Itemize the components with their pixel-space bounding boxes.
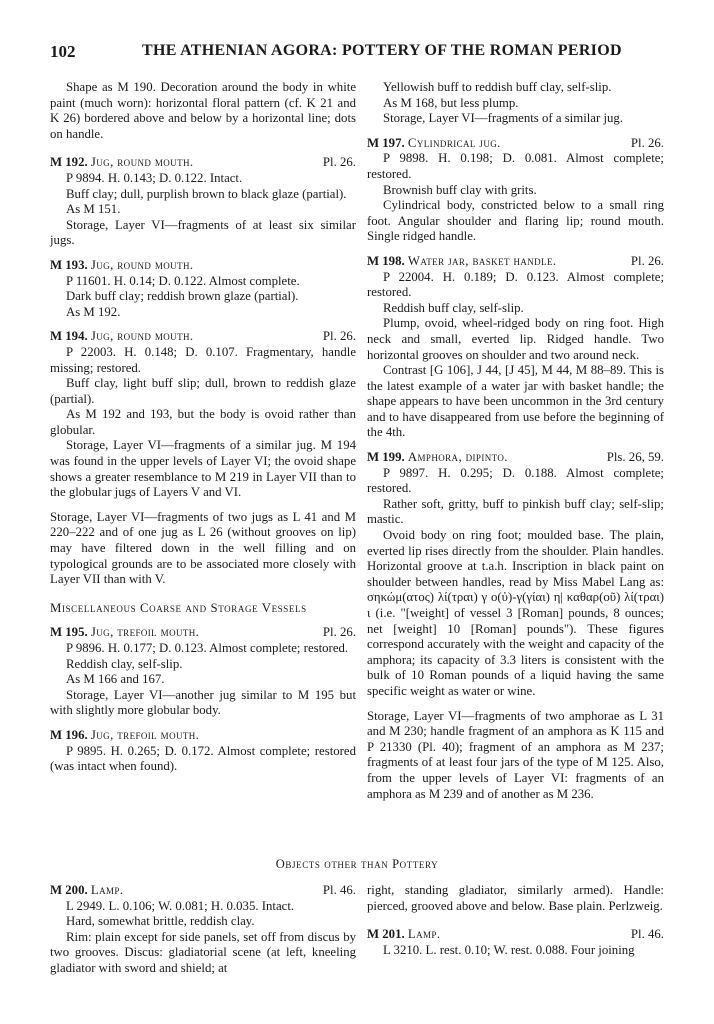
entry-heading-m192 [50, 155, 356, 171]
entry-number: M 192. [50, 155, 88, 170]
entry-heading-m201 [367, 927, 664, 943]
paragraph: Reddish clay, self-slip. [66, 656, 183, 671]
paragraph: Plump, ovoid, wheel-ridged body on ring foot. High neck and small, everted lip. Ridged handle. Two horizontal grooves on shoulder and two around neck. [367, 316, 664, 362]
paragraph: Storage, Layer VI—fragments of a similar jug. M 194 was found in the upper levels of Layer VI; the ovoid shape shows a greater resemblance to M 219 in Layer VII than to the globular jugs of Layers V and VI. [50, 438, 356, 500]
page-header [50, 42, 664, 64]
entry-title: Jug, trefoil mouth. [90, 727, 200, 742]
paragraph: Storage, Layer VI—another jug similar to M 195 but with slightly more globular body. [50, 687, 356, 718]
entry-heading-m195 [50, 625, 356, 641]
entry-title: Jug, round mouth. [90, 257, 194, 272]
paragraph: P 9898. H. 0.198; D. 0.081. Almost complete; restored. [367, 151, 664, 181]
plate-ref: Pl. 46. [630, 927, 664, 942]
paragraph: As M 192. [66, 304, 121, 319]
paragraph: Dark buff clay; reddish brown glaze (partial). [66, 289, 299, 304]
paragraph: P 22004. H. 0.189; D. 0.123. Almost complete; restored. [367, 269, 664, 300]
objects-section-heading: Objects other than Pottery [275, 857, 439, 871]
entry-heading-m198 [367, 254, 664, 270]
paragraph: Storage, Layer VI—fragments of a similar jug. [383, 111, 623, 126]
paragraph: L 2949. L. 0.106; W. 0.081; H. 0.035. Intact. [66, 898, 295, 913]
entry-title: Cylindrical jug. [407, 135, 501, 150]
page-number: 102 [50, 42, 76, 61]
paragraph: P 22003. H. 0.148; D. 0.107. Fragmentary, handle missing; restored. [50, 344, 356, 375]
entry-title: Lamp. [90, 883, 124, 897]
section-heading: Miscellaneous Coarse and Storage Vessels [50, 600, 307, 615]
paragraph: Hard, somewhat brittle, reddish clay. [66, 914, 255, 929]
entry-title: Water jar, basket handle. [407, 253, 557, 268]
bottom-right-column [367, 883, 664, 958]
entry-number: M 199. [367, 450, 405, 465]
entry-title: Jug, round mouth. [90, 155, 194, 170]
paragraph: Brownish buff clay with grits. [383, 182, 537, 197]
entry-title: Jug, trefoil mouth. [90, 625, 200, 640]
paragraph: Contrast [G 106], J 44, [J 45], M 44, M 88–89. This is the latest example of a water jar with basket handle; the shape appears to have been uncommon in the 3rd century and to have disappeared from use before the beginning of the 4th. [367, 363, 664, 440]
entry-number: M 193. [50, 257, 88, 272]
entry-heading-m196 [50, 728, 356, 744]
bottom-left-column [50, 883, 356, 977]
paragraph: As M 166 and 167. [66, 672, 165, 687]
entry-number: M 197. [367, 135, 405, 150]
running-title: THE ATHENIAN AGORA: POTTERY OF THE ROMAN PERIOD [142, 42, 622, 59]
paragraph: Reddish buff clay, self-slip. [383, 300, 524, 315]
paragraph: P 9897. H. 0.295; D. 0.188. Almost complete; restored. [367, 465, 664, 496]
paragraph: P 9895. H. 0.265; D. 0.172. Almost complete; restored (was intact when found). [50, 743, 356, 774]
plate-ref: Pl. 26. [630, 253, 664, 268]
paragraph: L 3210. L. rest. 0.10; W. rest. 0.088. Four joining [383, 942, 635, 957]
paragraph: P 11601. H. 0.14; D. 0.122. Almost complete. [66, 273, 300, 288]
paragraph: Yellowish buff to reddish buff clay, self-slip. [383, 80, 612, 94]
paragraph: As M 192 and 193, but the body is ovoid rather than globular. [50, 407, 356, 437]
entry-number: M 201. [367, 927, 405, 942]
entry-heading-m197 [367, 136, 664, 152]
entry-heading-m200 [50, 883, 356, 899]
right-column [367, 80, 664, 802]
entry-number: M 200. [50, 883, 88, 897]
paragraph: right, standing gladiator, similarly armed). Handle: pierced, grooved above and below. Base plain. Perlzweig. [367, 883, 664, 913]
paragraph: Cylindrical body, constricted below to a small ring foot. Angular shoulder and flaring lip; round mouth. Single ridged handle. [367, 198, 664, 244]
plate-ref: Pl. 46. [322, 883, 356, 897]
entry-heading-m193 [50, 258, 356, 274]
entry-title: Amphora, dipinto. [407, 450, 508, 465]
storage-note: Storage, Layer VI—fragments of two amphorae as L 31 and M 230; handle fragment of an amphora as K 115 and P 21330 (Pl. 40); fragment of an amphora as M 237; fragments of at least four jars of the type of M 125. Also, from the upper levels of Layer VI: fragments of an amphora as M 239 and of another as M 236. [367, 708, 664, 801]
paragraph: As M 168, but less plump. [383, 95, 519, 110]
plate-ref: Pl. 26. [630, 135, 664, 150]
storage-note: Storage, Layer VI—fragments of two jugs as L 41 and M 220–222 and of one jug as L 26 (without grooves on lip) may have filtered down in the well filling and on typological grounds are to be associated more closely with Layer VII than with V. [50, 509, 356, 587]
entry-title: Jug, round mouth. [90, 329, 194, 344]
entry-number: M 196. [50, 727, 88, 742]
entry-title: Lamp. [407, 927, 441, 942]
left-column [50, 80, 356, 775]
entry-heading-m199 [367, 450, 664, 466]
entry-number: M 195. [50, 625, 88, 640]
paragraph: P 9896. H. 0.177; D. 0.123. Almost complete; restored. [66, 641, 349, 655]
paragraph: P 9894. H. 0.143; D. 0.122. Intact. [66, 170, 243, 185]
plate-ref: Pl. 26. [322, 155, 356, 170]
plate-ref: Pl. 26. [322, 625, 356, 640]
entry-heading-m194 [50, 329, 356, 345]
plate-ref: Pl. 26. [322, 329, 356, 344]
paragraph: Rather soft, gritty, buff to pinkish buff clay; self-slip; mastic. [367, 496, 664, 527]
paragraph: Buff clay; dull, purplish brown to black glaze (partial). [66, 186, 347, 201]
paragraph: As M 151. [66, 202, 121, 217]
paragraph: Buff clay, light buff slip; dull, brown to reddish glaze (partial). [50, 376, 356, 406]
paragraph: Ovoid body on ring foot; moulded base. The plain, everted lip rises directly from the shoulder. Plain handles. Horizontal groove at t.a.h. Inscription in black paint on shoulder between handles, read by Miss Mabel Lang as: σηκώμ(ατος) λί(τραι) γ ο(ὐ)-γ(γίαι) η| καθαρ(οῦ) λί(τραι) ι (i.e. "[weight] of vessel 3 [Roman] pounds, 8 ounces; net [weight] 10 [Roman] pounds"). These figures correspond accurately with the weight and capacity of the amphora; its capacity of 3.3 liters is consistent with the bulk of 10 Roman pounds of a liquid having the same specific weight as water or wine. [367, 528, 664, 698]
paragraph: Storage, Layer VI—fragments of at least six similar jugs. [50, 217, 356, 248]
paragraph: Rim: plain except for side panels, set off from discus by two grooves. Discus: gladiatorial scene (at left, kneeling gladiator with sword and shield; at [50, 929, 356, 975]
paragraph: Shape as M 190. Decoration around the body in white paint (much worn): horizontal floral pattern (cf. K 21 and K 26) bordered above and below by a horizontal line; dots on handle. [50, 80, 356, 141]
plate-ref: Pls. 26, 59. [606, 450, 664, 465]
entry-number: M 198. [367, 253, 405, 268]
entry-number: M 194. [50, 329, 88, 344]
